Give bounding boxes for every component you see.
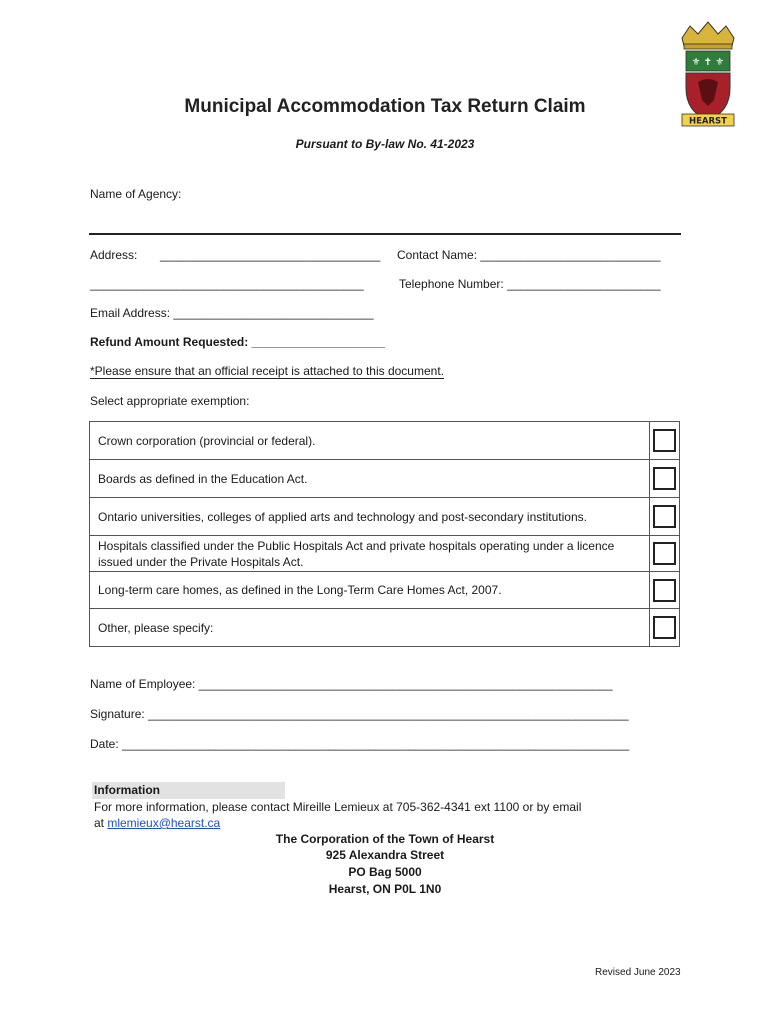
exemption-label: Select appropriate exemption: (90, 394, 250, 408)
revised-date: Revised June 2023 (595, 967, 681, 978)
telephone-field[interactable]: Telephone Number: _______________________ (399, 277, 661, 291)
agency-label: Name of Agency: (90, 187, 182, 201)
exemption-checkbox-long-term-care[interactable] (653, 579, 676, 602)
exemption-checkbox-other[interactable] (653, 616, 676, 639)
refund-amount-field[interactable]: Refund Amount Requested: ____________________ (90, 335, 386, 349)
exemption-checbox-universities[interactable] (653, 505, 676, 528)
svg-text:⚜ ✝ ⚜: ⚜ ✝ ⚜ (691, 57, 725, 68)
exemption-checkbox-crown[interactable] (653, 429, 676, 452)
exemption-text: Boards as defined in the Education Act. (90, 460, 650, 498)
address-field-line2[interactable]: _________________________________________ (90, 277, 364, 291)
exemption-row (90, 609, 680, 647)
exemption-text: Ontario universities, colleges of applied arts and technology and post-secondary institutions. (90, 498, 650, 536)
info-text-line2: at mlemieux@hearst.ca (94, 816, 221, 830)
exemption-text: Crown corporation (provincial or federal). (90, 422, 650, 460)
info-text: For more information, please contact Mireille Lemieux at 705-362-4341 ext 1100 or by email (94, 800, 582, 814)
address-line: PO Bag 5000 (348, 865, 422, 879)
signature-field[interactable]: Signature: ________________________________________________________________________ (90, 707, 629, 721)
svg-text:HEARST: HEARST (689, 116, 727, 127)
page-subtitle: Pursuant to By-law No. 41-2023 (295, 137, 475, 151)
contact-email-link[interactable]: mlemieux@hearst.ca (107, 816, 221, 830)
page-title: Municipal Accommodation Tax Return Claim (184, 96, 586, 117)
exemption-text: Other, please specify: (90, 609, 650, 647)
exemption-row (90, 422, 680, 460)
exemption-checkbox-hospitals[interactable] (653, 542, 676, 565)
exemption-row (90, 536, 680, 572)
exemption-text: Hospitals classified under the Public Hospitals Act and private hospitals operating under a licence issued under the Private Hospitals Act. (90, 536, 650, 572)
contact-name-field[interactable]: Contact Name: ___________________________ (397, 248, 661, 262)
exemption-row (90, 572, 680, 609)
exemption-row (90, 460, 680, 498)
exemption-checkbox-boards[interactable] (653, 467, 676, 490)
agency-input-line[interactable] (89, 233, 681, 235)
receipt-note: *Please ensure that an official receipt is attached to this document. (90, 364, 444, 378)
employee-name-field[interactable]: Name of Employee: ______________________________________________________________ (90, 677, 613, 691)
info-heading: Information (92, 782, 285, 799)
address-line: 925 Alexandra Street (325, 848, 445, 862)
email-field[interactable]: Email Address: ______________________________ (90, 306, 374, 320)
address-line: The Corporation of the Town of Hearst (275, 832, 495, 846)
exemption-table (89, 421, 680, 647)
crown-icon (682, 22, 734, 49)
date-field[interactable]: Date: ____________________________________________________________________________ (90, 737, 630, 751)
exemption-text: Long-term care homes, as defined in the Long-Term Care Homes Act, 2007. (90, 572, 650, 609)
address-label: Address: (90, 248, 138, 262)
address-line: Hearst, ON P0L 1N0 (328, 882, 442, 896)
address-field[interactable]: _________________________________ (160, 248, 381, 262)
exemption-row (90, 498, 680, 536)
